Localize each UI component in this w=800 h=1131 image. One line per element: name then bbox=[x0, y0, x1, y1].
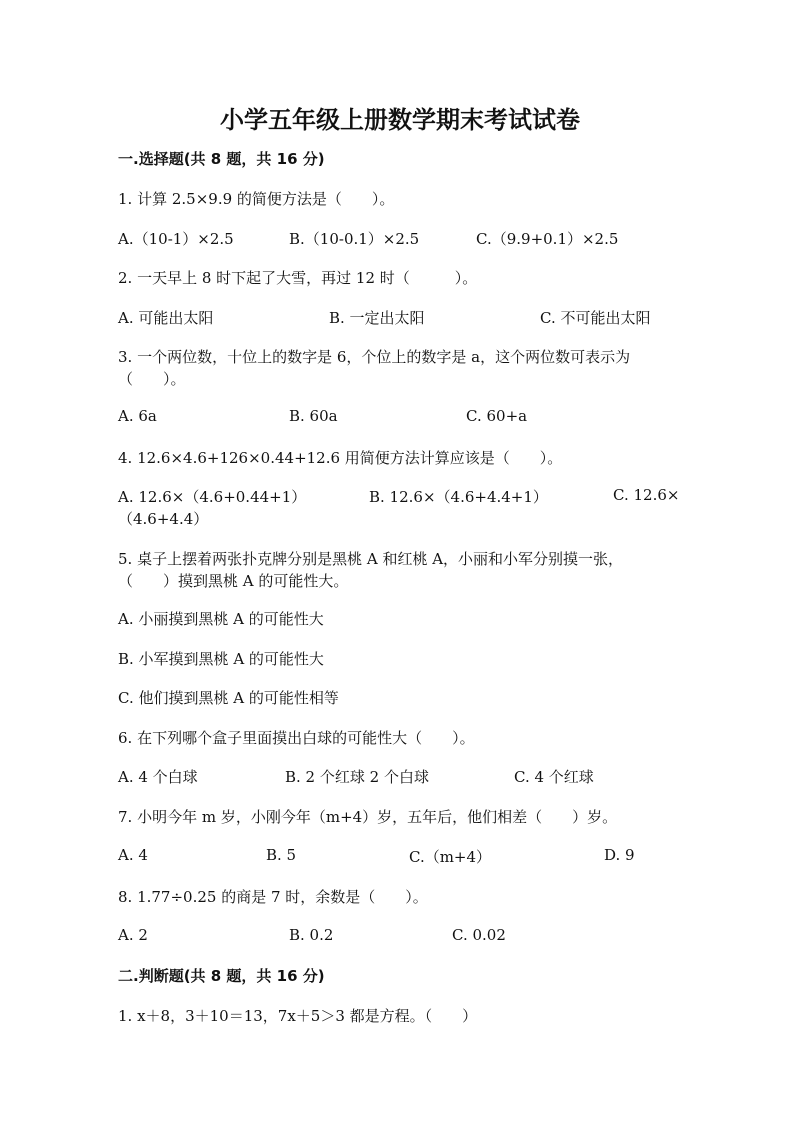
q5-option-b: B. 小军摸到黑桃 A 的可能性大 bbox=[118, 650, 324, 668]
q8-option-b: B. 0.2 bbox=[289, 926, 334, 944]
question-2: 2. 一天早上 8 时下起了大雪，再过 12 时（ ）。 bbox=[118, 269, 478, 287]
section-heading-choice: 一.选择题(共 8 题，共 16 分) bbox=[118, 150, 325, 168]
q3-option-c: C. 60+a bbox=[466, 407, 528, 425]
q1-option-c: C.（9.9+0.1）×2.5 bbox=[476, 230, 619, 248]
q6-option-a: A. 4 个白球 bbox=[118, 768, 198, 786]
q7-option-a: A. 4 bbox=[118, 846, 148, 864]
question-5-cont: （ ）摸到黑桃 A 的可能性大。 bbox=[118, 572, 349, 590]
question-5: 5. 桌子上摆着两张扑克牌分别是黑桃 A 和红桃 A，小丽和小军分别摸一张， bbox=[118, 550, 624, 568]
judgement-question-1: 1. x＋8，3＋10＝13，7x＋5＞3 都是方程。（ ） bbox=[118, 1007, 478, 1025]
question-8: 8. 1.77÷0.25 的商是 7 时，余数是（ ）。 bbox=[118, 888, 428, 906]
q4-option-b: B. 12.6×（4.6+4.4+1） bbox=[369, 488, 548, 506]
q4-option-a: A. 12.6×（4.6+0.44+1） bbox=[118, 488, 307, 506]
q2-option-b: B. 一定出太阳 bbox=[329, 309, 425, 327]
q6-option-b: B. 2 个红球 2 个白球 bbox=[285, 768, 429, 786]
q5-option-a: A. 小丽摸到黑桃 A 的可能性大 bbox=[118, 610, 324, 628]
section-heading-judgement: 二.判断题(共 8 题，共 16 分) bbox=[118, 967, 325, 985]
q5-option-c: C. 他们摸到黑桃 A 的可能性相等 bbox=[118, 689, 339, 707]
q7-option-c: C.（m+4） bbox=[409, 848, 492, 866]
q2-option-c: C. 不可能出太阳 bbox=[540, 309, 651, 327]
q1-option-b: B.（10-0.1）×2.5 bbox=[289, 230, 420, 248]
question-3: 3. 一个两位数，十位上的数字是 6，个位上的数字是 a，这个两位数可表示为 bbox=[118, 348, 631, 366]
q7-option-d: D. 9 bbox=[604, 846, 635, 864]
question-6: 6. 在下列哪个盒子里面摸出白球的可能性大（ ）。 bbox=[118, 729, 475, 747]
q4-option-c-cont: （4.6+4.4） bbox=[118, 510, 209, 528]
question-1: 1. 计算 2.5×9.9 的简便方法是（ ）。 bbox=[118, 190, 395, 208]
q2-option-a: A. 可能出太阳 bbox=[118, 309, 214, 327]
q3-option-b: B. 60a bbox=[289, 407, 338, 425]
q3-option-a: A. 6a bbox=[118, 407, 157, 425]
q1-option-a: A.（10-1）×2.5 bbox=[118, 230, 234, 248]
question-7: 7. 小明今年 m 岁，小刚今年（m+4）岁，五年后，他们相差（ ）岁。 bbox=[118, 808, 618, 826]
q7-option-b: B. 5 bbox=[266, 846, 297, 864]
q8-option-c: C. 0.02 bbox=[452, 926, 506, 944]
question-3-cont: （ ）。 bbox=[118, 370, 186, 388]
q6-option-c: C. 4 个红球 bbox=[514, 768, 594, 786]
q8-option-a: A. 2 bbox=[118, 926, 148, 944]
q4-option-c: C. 12.6× bbox=[613, 486, 680, 504]
question-4: 4. 12.6×4.6+126×0.44+12.6 用简便方法计算应该是（ ）。 bbox=[118, 449, 563, 467]
exam-title: 小学五年级上册数学期末考试试卷 bbox=[220, 106, 580, 134]
